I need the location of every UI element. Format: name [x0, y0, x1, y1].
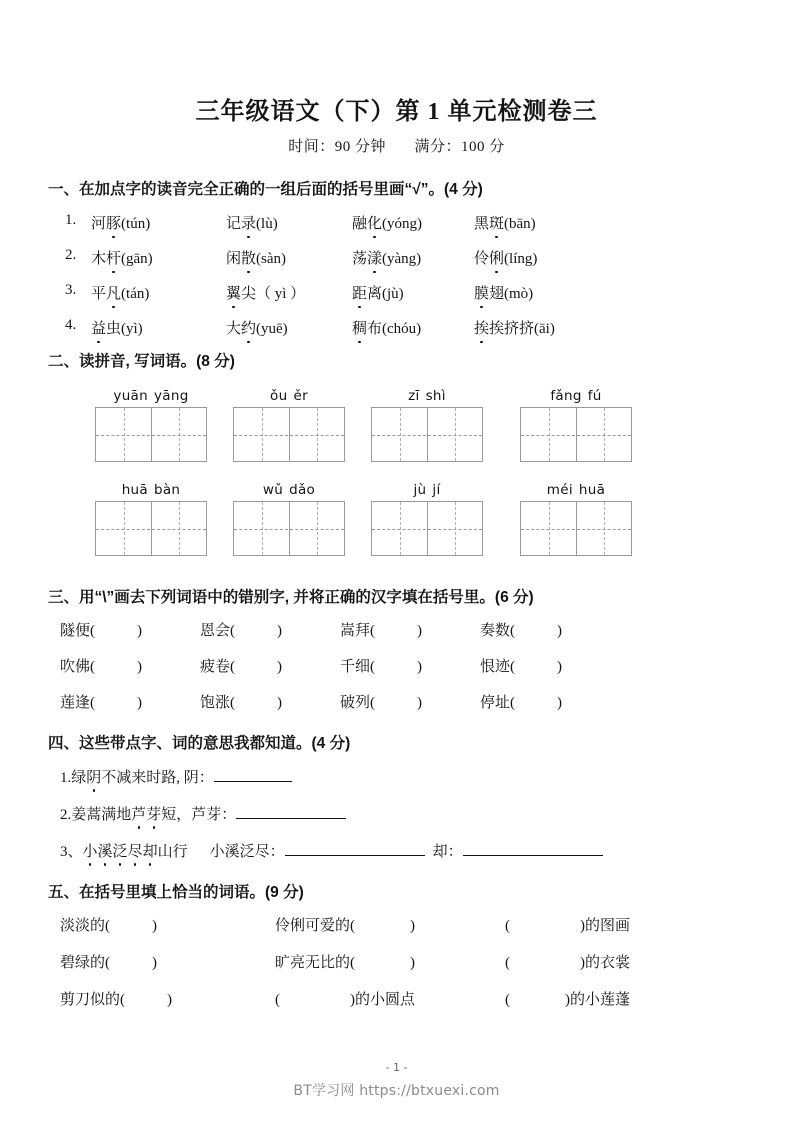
section-1-heading: 一、在加点字的读音完全正确的一组后面的括号里画“√”。(4 分)	[48, 181, 483, 198]
tianzige-group[interactable]	[371, 482, 483, 556]
q3-word-blank[interactable]	[480, 691, 620, 712]
tianzige-box[interactable]	[520, 501, 632, 556]
q3-close-paren: )	[277, 695, 282, 712]
tianzige-group[interactable]	[520, 482, 632, 556]
q3-word-blank[interactable]	[60, 691, 200, 712]
section-4-heading: 四、这些带点字、词的意思我都知道。(4 分)	[48, 735, 351, 753]
q5-suffix: )的图画	[580, 917, 630, 934]
q5-suffix: )的衣裳	[580, 954, 630, 971]
q5-prefix: 淡淡的(	[60, 917, 110, 934]
q1-option-post: (tún)	[121, 216, 151, 233]
answer-blank[interactable]	[214, 766, 292, 782]
q3-word-blank[interactable]	[200, 691, 340, 712]
answer-blank[interactable]	[285, 840, 425, 856]
q1-option-pre: 黑	[474, 216, 490, 233]
tianzige-box[interactable]	[95, 407, 207, 462]
pinyin-syllable: yāng	[153, 388, 189, 405]
emphasis-dot-char: 膜	[474, 282, 489, 303]
q5-row	[0, 988, 793, 1009]
q3-close-paren: )	[137, 659, 142, 676]
emphasis-dot-char: 豚	[106, 212, 121, 233]
emphasis-dot-char: 阴	[86, 766, 101, 787]
emphasis-dot-char: 约	[241, 317, 256, 338]
tianzige-box[interactable]	[95, 501, 207, 556]
q3-close-paren: )	[557, 623, 562, 640]
q1-row-number: 1.	[65, 212, 77, 229]
pinyin-syllable: jí	[432, 482, 441, 499]
q1-option[interactable]	[91, 282, 226, 303]
section-4	[0, 734, 793, 860]
tianzige-cell[interactable]	[289, 408, 344, 461]
answer-blank[interactable]	[236, 803, 346, 819]
q1-option-post: 离(jù)	[367, 286, 404, 303]
emphasis-dot-char: 芦	[131, 803, 146, 824]
q4-sentence-tail: 山行	[157, 843, 188, 860]
pinyin-syllable: huā	[578, 482, 606, 499]
q1-option[interactable]	[226, 282, 352, 303]
q3-word-blank[interactable]	[200, 655, 340, 676]
section-3	[0, 588, 793, 712]
page-footer	[0, 1061, 793, 1100]
pinyin-syllable: dǎo	[289, 482, 316, 499]
pinyin-syllable: shì	[425, 388, 446, 405]
section-5	[0, 883, 793, 1009]
tianzige-cell[interactable]	[151, 502, 206, 555]
q4-answer-label: 却：	[432, 843, 463, 860]
q1-option-post: (líng)	[504, 251, 538, 268]
q5-blank-phrase[interactable]	[505, 988, 705, 1009]
q5-blank-phrase[interactable]	[60, 951, 275, 972]
q3-row	[0, 691, 793, 712]
q1-option[interactable]	[226, 247, 352, 268]
q1-option[interactable]	[352, 212, 474, 233]
q1-option[interactable]	[91, 317, 226, 338]
q3-word-blank[interactable]	[480, 655, 620, 676]
emphasis-dot-char: 挨	[474, 317, 489, 338]
pinyin-syllable: ǒu	[270, 388, 288, 405]
q1-option[interactable]	[91, 212, 226, 233]
q1-option[interactable]	[226, 212, 352, 233]
q3-close-paren: )	[417, 695, 422, 712]
q4-item	[0, 840, 793, 861]
tianzige-cell[interactable]	[576, 502, 631, 555]
q3-word-blank[interactable]	[60, 619, 200, 640]
q1-option-pre: 记	[226, 216, 242, 233]
section-1	[0, 180, 793, 338]
pinyin-syllable: fú	[587, 388, 602, 405]
emphasis-dot-char: 小	[83, 840, 98, 861]
exam-meta	[0, 135, 793, 156]
section-2-grid-rows	[0, 388, 793, 562]
tianzige-box[interactable]	[520, 407, 632, 462]
q5-prefix: 剪刀似的(	[60, 991, 125, 1008]
q1-row	[0, 317, 793, 338]
q4-item-number: 1.	[60, 769, 72, 786]
q1-option-post: (tán)	[121, 286, 150, 303]
q4-answer-label: 小溪泛尽：	[209, 843, 285, 860]
page-title: 三年级语文（下）第 1 单元检测卷三	[195, 99, 598, 125]
q1-option-pre: 闲	[226, 251, 242, 268]
q3-close-paren: )	[557, 695, 562, 712]
title-block	[0, 97, 793, 156]
q4-sentence-pre: 绿	[71, 769, 87, 786]
q1-option-pre: 平	[91, 286, 107, 303]
section-2-heading: 二、读拼音, 写词语。(8 分)	[48, 353, 235, 371]
q3-word-blank[interactable]	[340, 691, 480, 712]
q1-option[interactable]	[474, 317, 614, 338]
q3-word: 吹佛(	[60, 659, 95, 676]
tianzige-group[interactable]	[95, 482, 207, 556]
pinyin-label	[520, 482, 632, 498]
q1-row	[0, 282, 793, 303]
q3-close-paren: )	[417, 623, 422, 640]
pinyin-syllable: méi	[546, 482, 573, 499]
pinyin-syllable: ěr	[293, 388, 308, 405]
emphasis-dot-char: 芽	[146, 803, 161, 824]
q1-option-post: (sàn)	[256, 251, 287, 268]
q3-close-paren: )	[137, 623, 142, 640]
q4-item-number: 2.	[60, 806, 72, 823]
q5-suffix: )	[410, 917, 415, 934]
tianzige-box[interactable]	[233, 501, 345, 556]
q3-word-blank[interactable]	[340, 655, 480, 676]
q3-close-paren: )	[277, 623, 282, 640]
section-2	[0, 352, 793, 562]
q3-close-paren: )	[277, 659, 282, 676]
tianzige-group[interactable]	[95, 388, 207, 462]
q1-option-post: (yàng)	[382, 251, 422, 268]
page-number: - 1 -	[385, 1061, 408, 1074]
q3-word-blank[interactable]	[60, 655, 200, 676]
emphasis-dot-char: 距	[352, 282, 367, 303]
q5-blank-phrase[interactable]	[275, 914, 505, 935]
tianzige-cell[interactable]	[576, 408, 631, 461]
tianzige-cell[interactable]	[372, 408, 427, 461]
tianzige-row	[0, 388, 793, 468]
q1-option-post: 虫(yì)	[106, 321, 143, 338]
pinyin-label	[371, 482, 483, 498]
tianzige-cell[interactable]	[96, 502, 151, 555]
q5-prefix: 伶俐可爱的(	[275, 917, 355, 934]
q5-prefix: 旷亮无比的(	[275, 954, 355, 971]
q4-item	[0, 766, 793, 787]
tianzige-box[interactable]	[371, 501, 483, 556]
q4-item	[0, 803, 793, 824]
q3-row	[0, 619, 793, 640]
q1-option-pre: 木	[91, 251, 107, 268]
tianzige-cell[interactable]	[521, 502, 576, 555]
tianzige-cell[interactable]	[151, 408, 206, 461]
pinyin-syllable: wǔ	[262, 482, 284, 499]
pinyin-syllable: huā	[121, 482, 148, 499]
q3-word: 千细(	[340, 659, 375, 676]
pinyin-syllable: bàn	[153, 482, 181, 499]
q5-row	[0, 951, 793, 972]
q1-option-post: (bān)	[504, 216, 536, 233]
q5-suffix: )的小莲蓬	[565, 991, 630, 1008]
tianzige-cell[interactable]	[427, 408, 482, 461]
pinyin-label	[233, 388, 345, 404]
q1-option-post: (yóng)	[382, 216, 423, 233]
q1-option-post: 挨挤挤(āi)	[489, 321, 555, 338]
exam-total-score: 满分：100 分	[414, 139, 505, 155]
emphasis-dot-char: 漾	[367, 247, 382, 268]
q5-prefix: (	[505, 917, 510, 934]
section-3-rows	[0, 619, 793, 712]
tianzige-cell[interactable]	[234, 408, 289, 461]
q5-blank-phrase[interactable]	[505, 914, 705, 935]
tianzige-cell[interactable]	[289, 502, 344, 555]
q4-sentence-post: 短，芦芽：	[161, 806, 237, 823]
q5-suffix: )	[167, 991, 172, 1008]
q1-option-post: (yuē)	[256, 321, 288, 338]
pinyin-label	[95, 482, 207, 498]
q5-prefix: (	[275, 991, 280, 1008]
q5-blank-phrase[interactable]	[60, 914, 275, 935]
q3-word: 恩会(	[200, 623, 235, 640]
q5-blank-phrase[interactable]	[275, 951, 505, 972]
q1-option[interactable]	[352, 317, 474, 338]
q1-row-number: 3.	[65, 282, 77, 299]
q1-option[interactable]	[474, 212, 614, 233]
tianzige-group[interactable]	[371, 388, 483, 462]
tianzige-group[interactable]	[233, 482, 345, 556]
q5-prefix: 碧绿的(	[60, 954, 110, 971]
q1-option-post: 尖（ yì ）	[241, 286, 306, 303]
q5-blank-phrase[interactable]	[505, 951, 705, 972]
q5-suffix: )	[410, 954, 415, 971]
q3-word: 隧便(	[60, 623, 95, 640]
q3-close-paren: )	[417, 659, 422, 676]
tianzige-cell[interactable]	[521, 408, 576, 461]
pinyin-syllable: fǎng	[550, 388, 582, 405]
q4-sentence-pre: 姜蒿满地	[71, 806, 132, 823]
q3-word: 恨迹(	[480, 659, 515, 676]
q5-suffix: )	[152, 917, 157, 934]
emphasis-dot-char: 化	[367, 212, 382, 233]
emphasis-dot-char: 凡	[106, 282, 121, 303]
q1-option[interactable]	[226, 317, 352, 338]
emphasis-dot-char: 溪	[98, 840, 113, 861]
q5-row	[0, 914, 793, 935]
emphasis-dot-char: 翼	[226, 282, 241, 303]
emphasis-dot-char: 录	[241, 212, 256, 233]
q5-blank-phrase[interactable]	[60, 988, 275, 1009]
q3-word: 奏数(	[480, 623, 515, 640]
q3-close-paren: )	[137, 695, 142, 712]
q1-option[interactable]	[474, 282, 614, 303]
q3-word: 破列(	[340, 695, 375, 712]
q4-item-number: 3、	[60, 843, 83, 860]
emphasis-dot-char: 稠	[352, 317, 367, 338]
q1-option[interactable]	[352, 282, 474, 303]
q5-prefix: (	[505, 991, 510, 1008]
section-4-rows	[0, 766, 793, 861]
q3-row	[0, 655, 793, 676]
tianzige-row	[0, 482, 793, 562]
tianzige-cell[interactable]	[427, 502, 482, 555]
q1-row	[0, 247, 793, 268]
pinyin-label	[371, 388, 483, 404]
emphasis-dot-char: 散	[241, 247, 256, 268]
pinyin-label	[520, 388, 632, 404]
q3-close-paren: )	[557, 659, 562, 676]
q1-option-pre: 伶	[474, 251, 490, 268]
emphasis-dot-char: 泛	[113, 840, 128, 861]
q3-word-blank[interactable]	[200, 619, 340, 640]
q3-word: 饱涨(	[200, 695, 235, 712]
q3-word-blank[interactable]	[480, 619, 620, 640]
tianzige-cell[interactable]	[96, 408, 151, 461]
q4-sentence-post: 不减来时路, 阴：	[101, 769, 214, 786]
tianzige-group[interactable]	[520, 388, 632, 462]
tianzige-box[interactable]	[371, 407, 483, 462]
pinyin-syllable: jù	[413, 482, 427, 499]
pinyin-syllable: yuān	[113, 388, 148, 405]
answer-blank[interactable]	[463, 840, 603, 856]
q4-dotted-phrase	[83, 844, 158, 860]
q3-word-blank[interactable]	[340, 619, 480, 640]
pinyin-label	[233, 482, 345, 498]
emphasis-dot-char: 斑	[489, 212, 504, 233]
q5-prefix: (	[505, 954, 510, 971]
tianzige-group[interactable]	[233, 388, 345, 462]
tianzige-cell[interactable]	[234, 502, 289, 555]
q1-option-pre: 河	[91, 216, 107, 233]
section-5-heading: 五、在括号里填上恰当的词语。(9 分)	[48, 883, 304, 901]
emphasis-dot-char: 俐	[489, 247, 504, 268]
q3-word: 嵩拜(	[340, 623, 375, 640]
q1-option[interactable]	[352, 247, 474, 268]
tianzige-cell[interactable]	[372, 502, 427, 555]
q1-option[interactable]	[91, 247, 226, 268]
emphasis-dot-char: 益	[91, 317, 106, 338]
q1-row-number: 2.	[65, 247, 77, 264]
pinyin-label	[95, 388, 207, 404]
q1-row	[0, 212, 793, 233]
exam-time: 时间：90 分钟	[288, 139, 386, 155]
q1-option[interactable]	[474, 247, 614, 268]
q1-option-pre: 融	[352, 216, 368, 233]
q5-suffix: )的小圆点	[350, 991, 415, 1008]
section-1-rows	[0, 212, 793, 338]
emphasis-dot-char: 杆	[106, 247, 121, 268]
q3-word: 停址(	[480, 695, 515, 712]
section-3-heading: 三、用“\”画去下列词语中的错别字, 并将正确的汉字填在括号里。(6 分)	[48, 589, 534, 607]
section-5-rows	[0, 914, 793, 1009]
emphasis-dot-char: 尽	[128, 840, 143, 861]
pinyin-syllable: zī	[408, 388, 420, 405]
q5-suffix: )	[152, 954, 157, 971]
q1-option-post: (gān)	[121, 251, 153, 268]
q5-blank-phrase[interactable]	[275, 988, 505, 1009]
tianzige-box[interactable]	[233, 407, 345, 462]
q1-option-post: (lù)	[256, 216, 278, 233]
q3-word: 疲卷(	[200, 659, 235, 676]
q1-row-number: 4.	[65, 317, 77, 334]
q1-option-pre: 大	[226, 321, 242, 338]
site-watermark: BT学习网 https://btxuexi.com	[293, 1083, 500, 1099]
q1-option-post: 翅(mò)	[489, 286, 534, 303]
q1-option-pre: 荡	[352, 251, 368, 268]
emphasis-dot-char: 却	[143, 840, 158, 861]
q3-word: 莲逢(	[60, 695, 95, 712]
q1-option-post: 布(chóu)	[367, 321, 422, 338]
